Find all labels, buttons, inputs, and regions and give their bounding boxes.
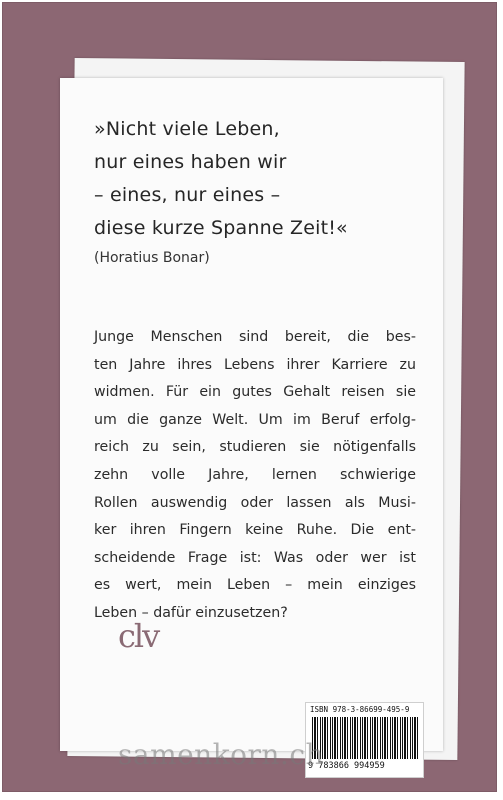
publisher-logo: clv	[118, 617, 159, 655]
quote-line-3: – eines, nur eines –	[94, 184, 281, 206]
quote-line-1: »Nicht viele Leben,	[94, 118, 280, 140]
blurb-text	[94, 324, 416, 628]
isbn-label: ISBN 978-3-86699-495-9	[310, 705, 410, 714]
blurb-line: Rollen auswendig oder lassen als Musi-	[94, 494, 416, 511]
quote-attribution: (Horatius Bonar)	[94, 250, 210, 266]
blurb-line: widmen. Für ein gutes Gehalt reisen sie	[94, 384, 416, 401]
blurb-line: scheidende Frage ist: Was oder wer ist	[94, 549, 416, 566]
blurb-line: ker ihren Fingern keine Ruhe. Die ent-	[94, 522, 416, 539]
blurb-line: Junge Menschen sind bereit, die bes-	[94, 329, 416, 345]
blurb-line: ten Jahre ihres Lebens ihrer Karriere zu	[94, 356, 416, 373]
quote-line-4: diese kurze Spanne Zeit!«	[94, 217, 348, 239]
blurb-line: um die ganze Welt. Um im Beruf erfolg-	[94, 411, 416, 428]
blurb-line: zehn volle Jahre, lernen schwierige	[94, 466, 416, 483]
barcode-bars	[312, 717, 418, 759]
quote-line-2: nur eines haben wir	[94, 151, 287, 173]
watermark: samenkorn.ch	[118, 738, 325, 771]
blurb-line: reich zu sein, studieren sie nötigenfalls	[94, 439, 416, 456]
blurb-line: Leben – dafür einzusetzen?	[94, 604, 288, 621]
blurb-line: es wert, mein Leben – mein einziges	[94, 577, 416, 594]
barcode-digits: 9 783866 994959	[308, 761, 385, 771]
